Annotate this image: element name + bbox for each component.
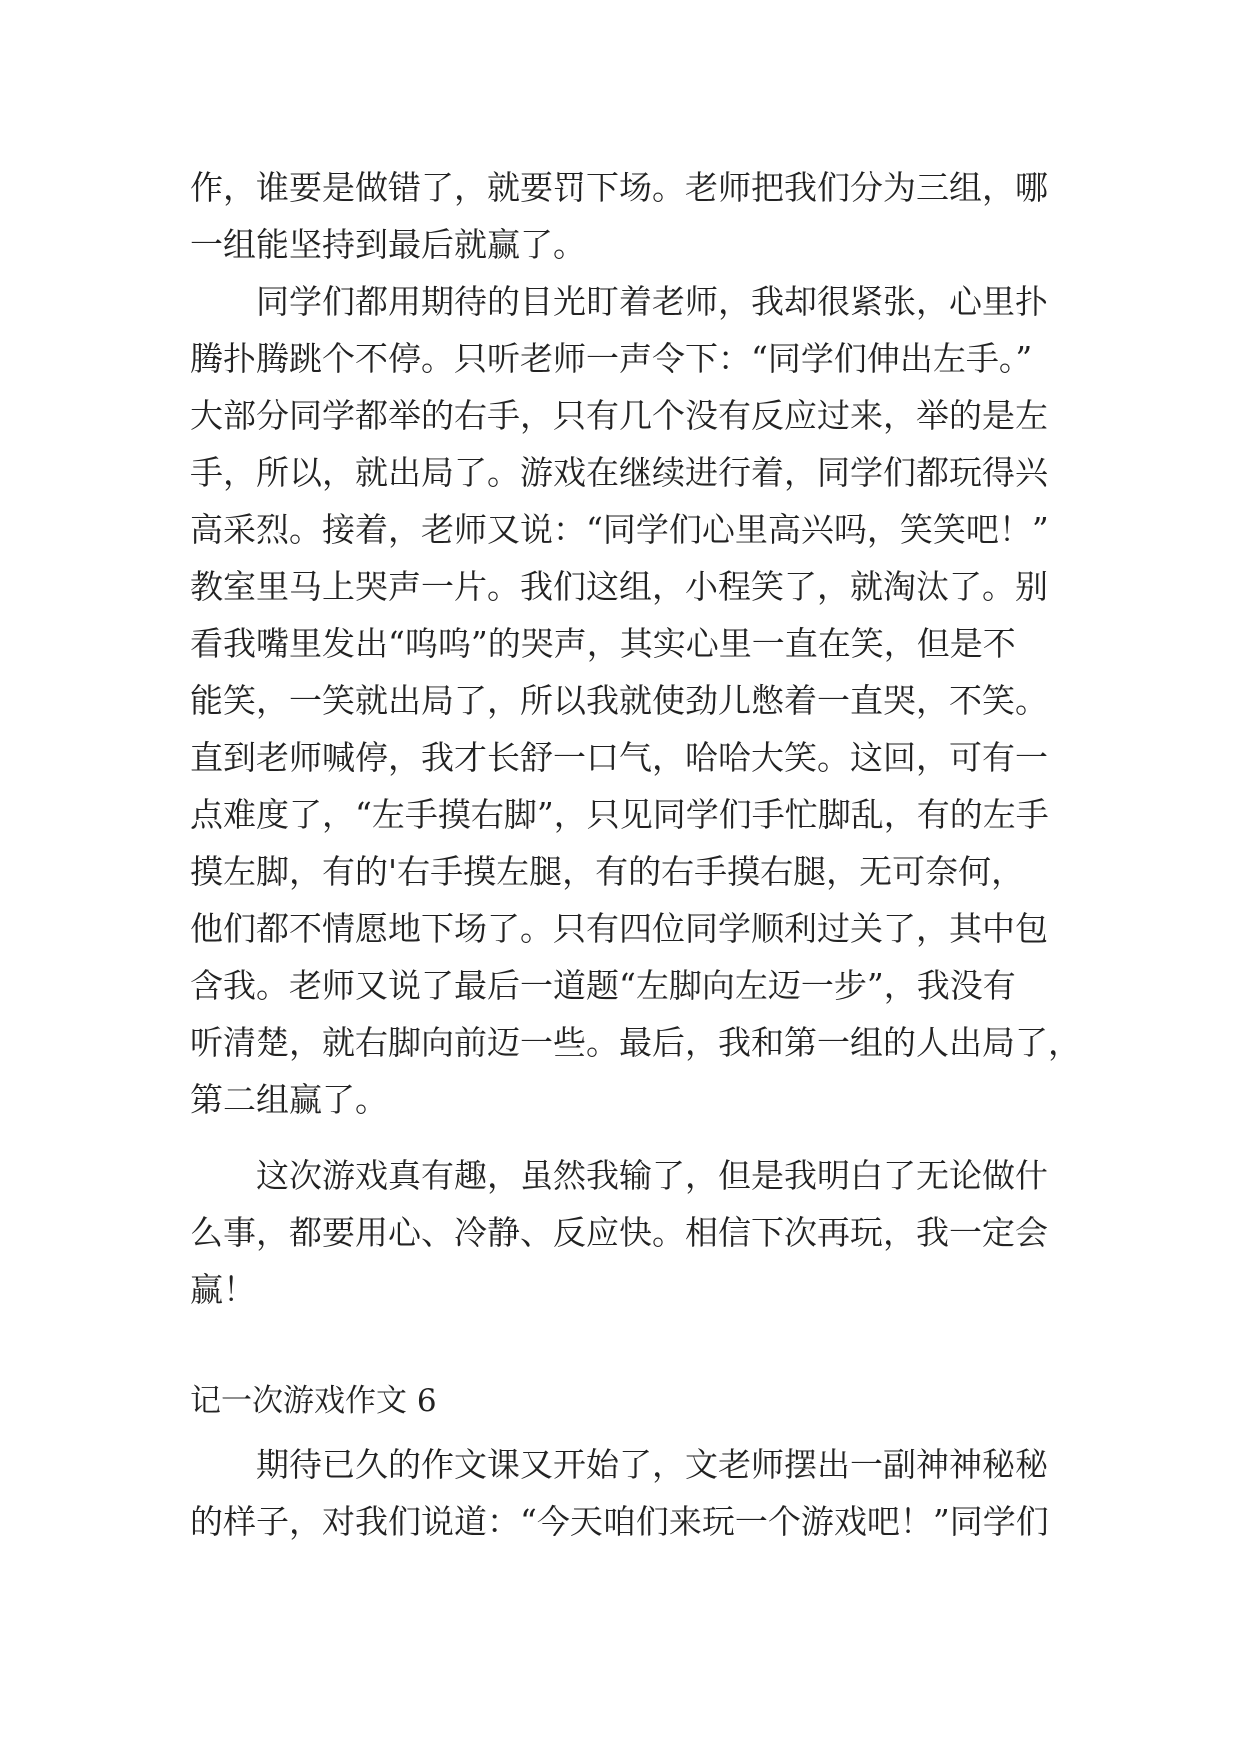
paragraph-line: 作，谁要是做错了，就要罚下场。老师把我们分为三组，哪 [190, 168, 1048, 207]
paragraph-line: 看我嘴里发出“呜呜”的哭声，其实心里一直在笑，但是不 [190, 624, 1016, 663]
paragraph-line: 含我。老师又说了最后一道题“左脚向左迈一步”，我没有 [190, 966, 1016, 1005]
paragraph-line: 么事，都要用心、冷静、反应快。相信下次再玩，我一定会 [190, 1213, 1048, 1252]
paragraph-line: 点难度了，“左手摸右脚”，只见同学们手忙脚乱，有的左手 [190, 795, 1049, 834]
paragraph-line: 教室里马上哭声一片。我们这组，小程笑了，就淘汰了。别 [190, 567, 1048, 606]
paragraph-line: 同学们都用期待的目光盯着老师，我却很紧张，心里扑 [256, 282, 1048, 321]
paragraph-line: 能笑，一笑就出局了，所以我就使劲儿憋着一直哭，不笑。 [190, 681, 1048, 720]
section-heading: 记一次游戏作文 6 [190, 1383, 437, 1419]
paragraph-line: 大部分同学都举的右手，只有几个没有反应过来，举的是左 [190, 396, 1048, 435]
paragraph-line: 的样子，对我们说道：“今天咱们来玩一个游戏吧！”同学们 [190, 1502, 1049, 1541]
paragraph-line: 他们都不情愿地下场了。只有四位同学顺利过关了，其中包 [190, 909, 1048, 948]
paragraph-line: 摸左脚，有的'右手摸左腿，有的右手摸右腿，无可奈何， [190, 852, 1025, 891]
paragraph-line: 手，所以，就出局了。游戏在继续进行着，同学们都玩得兴 [190, 453, 1048, 492]
paragraph-line: 听清楚，就右脚向前迈一些。最后，我和第一组的人出局了， [190, 1023, 1081, 1062]
paragraph-line: 一组能坚持到最后就赢了。 [190, 225, 586, 264]
paragraph-line: 这次游戏真有趣，虽然我输了，但是我明白了无论做什 [256, 1156, 1048, 1195]
paragraph-line: 赢！ [190, 1270, 256, 1309]
paragraph-line: 高采烈。接着，老师又说：“同学们心里高兴吗，笑笑吧！” [190, 510, 1049, 549]
paragraph-line: 第二组赢了。 [190, 1080, 388, 1119]
paragraph-line: 腾扑腾跳个不停。只听老师一声令下：“同学们伸出左手。” [190, 339, 1033, 378]
paragraph-line: 期待已久的作文课又开始了，文老师摆出一副神神秘秘 [256, 1445, 1048, 1484]
paragraph-line: 直到老师喊停，我才长舒一口气，哈哈大笑。这回，可有一 [190, 738, 1048, 777]
